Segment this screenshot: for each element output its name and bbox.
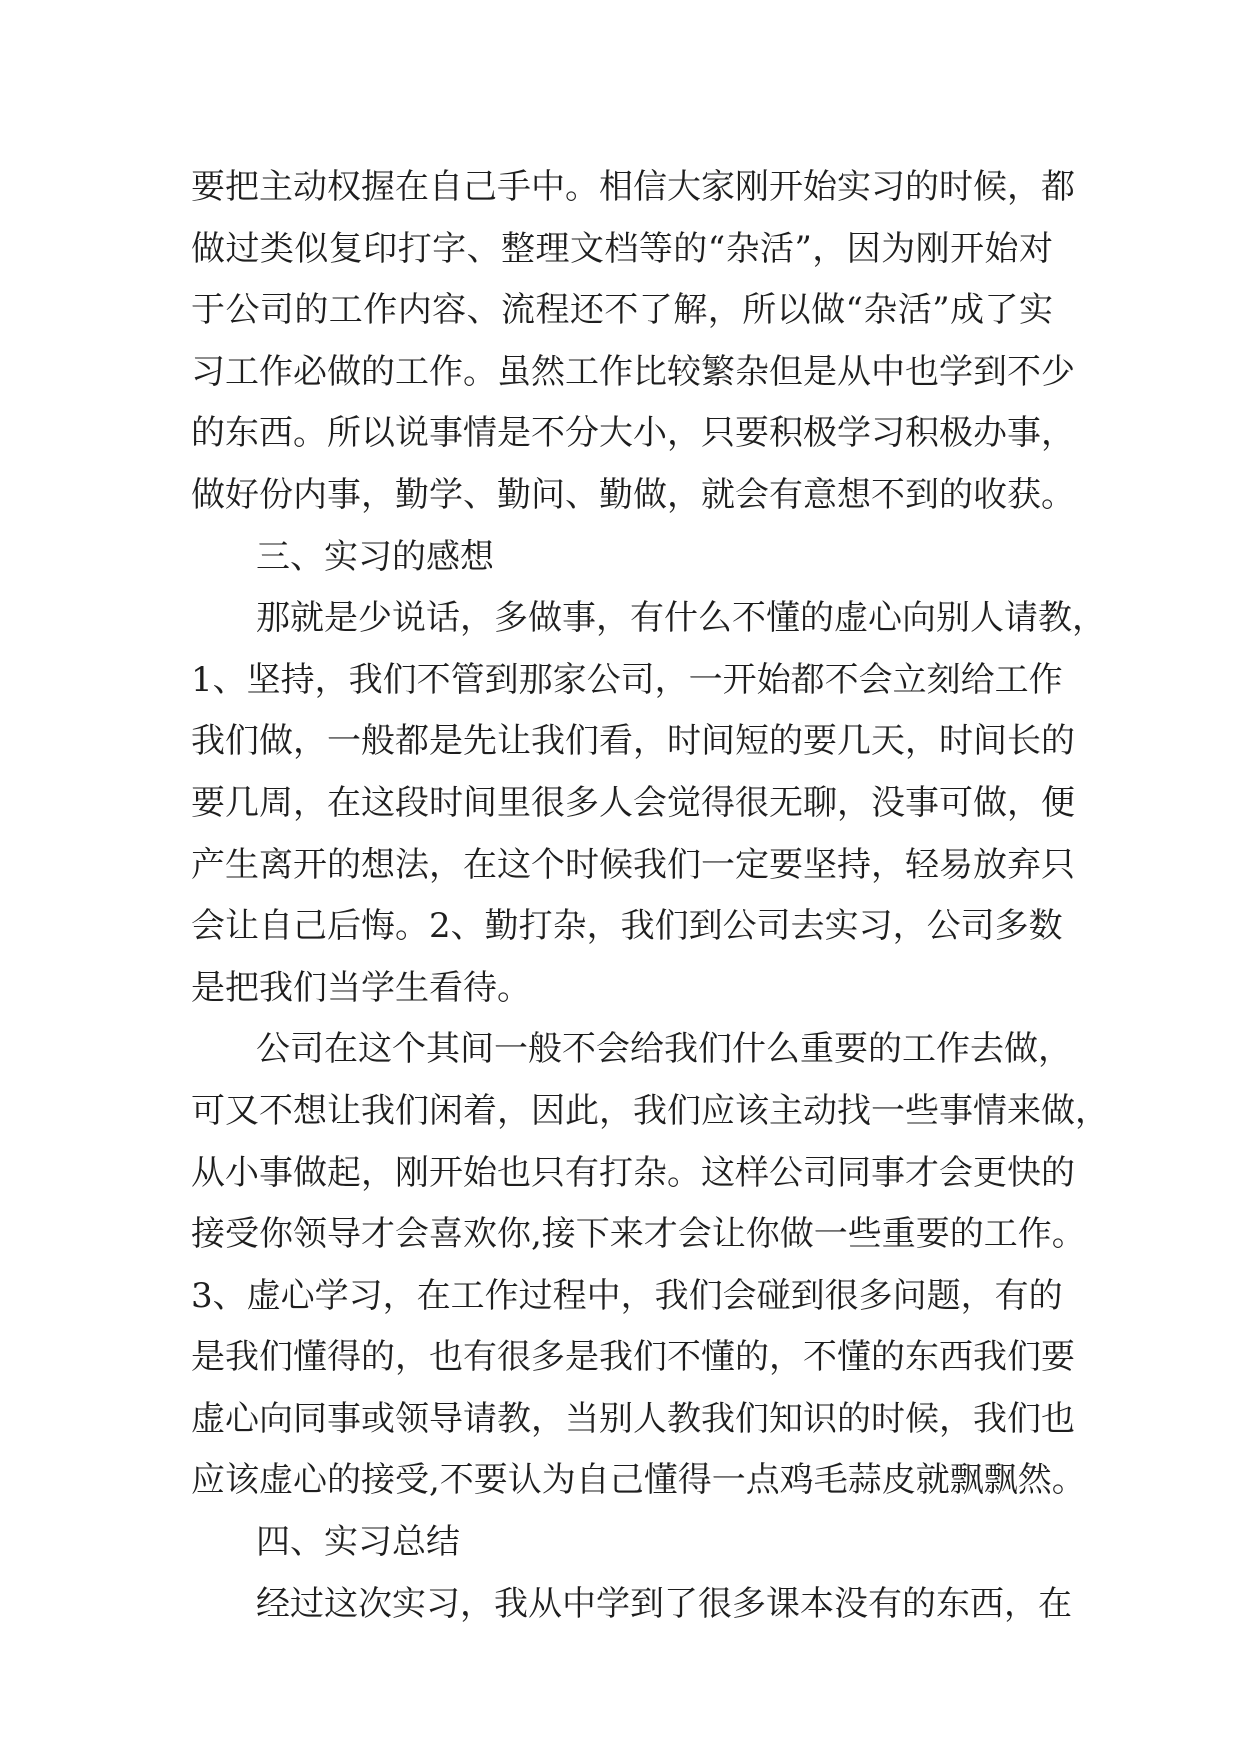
paragraph-line: 产生离开的想法，在这个时候我们一定要坚持，轻易放弃只 — [191, 844, 1075, 885]
paragraph-line: 是把我们当学生看待。 — [191, 967, 531, 1008]
paragraph-line: 的东西。所以说事情是不分大小，只要积极学习积极办事， — [191, 413, 1075, 454]
paragraph-line: 习工作必做的工作。虽然工作比较繁杂但是从中也学到不少 — [191, 351, 1075, 392]
paragraph-line: 做过类似复印打字、整理文档等的“杂活”，因为刚开始对 — [191, 228, 1053, 269]
body-text — [191, 157, 1109, 1635]
paragraph-line: 应该虚心的接受,不要认为自己懂得一点鸡毛蒜皮就飘飘然。 — [191, 1460, 1086, 1501]
paragraph-line: 是我们懂得的，也有很多是我们不懂的，不懂的东西我们要 — [191, 1337, 1075, 1378]
paragraph-line: 于公司的工作内容、流程还不了解，所以做“杂活”成了实 — [191, 290, 1053, 331]
section-heading: 三、实习的感想 — [256, 536, 494, 577]
paragraph-line: 公司在这个其间一般不会给我们什么重要的工作去做， — [256, 1029, 1072, 1070]
paragraph-line: 1、坚持，我们不管到那家公司，一开始都不会立刻给工作 — [191, 659, 1063, 700]
paragraph-line: 那就是少说话，多做事，有什么不懂的虚心向别人请教， — [256, 598, 1106, 639]
paragraph-line: 经过这次实习，我从中学到了很多课本没有的东西，在 — [256, 1583, 1072, 1624]
paragraph-line: 可又不想让我们闲着，因此，我们应该主动找一些事情来做， — [191, 1090, 1109, 1131]
paragraph-line: 会让自己后悔。2、勤打杂，我们到公司去实习，公司多数 — [191, 906, 1063, 947]
paragraph-line: 要把主动权握在自己手中。相信大家刚开始实习的时候，都 — [191, 167, 1075, 207]
paragraph-line: 3、虚心学习，在工作过程中，我们会碰到很多问题，有的 — [191, 1275, 1063, 1316]
paragraph-line: 我们做，一般都是先让我们看，时间短的要几天，时间长的 — [191, 721, 1075, 762]
paragraph-line: 接受你领导才会喜欢你,接下来才会让你做一些重要的工作。 — [191, 1214, 1086, 1255]
section-heading: 四、实习总结 — [256, 1522, 460, 1563]
paragraph-line: 做好份内事，勤学、勤问、勤做，就会有意想不到的收获。 — [191, 474, 1075, 515]
paragraph-line: 要几周，在这段时间里很多人会觉得很无聊，没事可做，便 — [191, 782, 1075, 823]
paragraph-line: 虚心向同事或领导请教，当别人教我们知识的时候，我们也 — [191, 1398, 1075, 1439]
paragraph-line: 从小事做起，刚开始也只有打杂。这样公司同事才会更快的 — [191, 1152, 1075, 1193]
